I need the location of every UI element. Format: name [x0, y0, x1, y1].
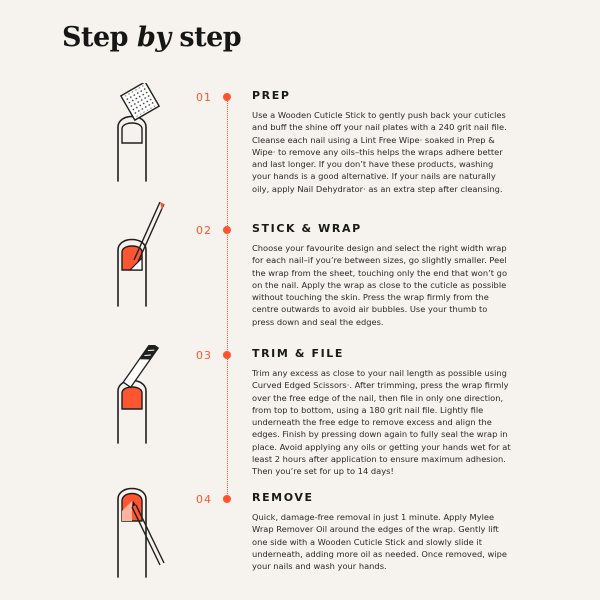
step-number: 04	[196, 493, 212, 506]
step-number: 01	[196, 91, 212, 104]
step-title: PREP	[252, 89, 291, 102]
step-description: Trim any excess as close to your nail length as possible using Curved Edged Scissors·. After trimming, press the wrap firmly over the free edge of the nail, then file in only one direction, from top to bottom, using a 180 grit nail file. Lightly file underneath the free edge to remove excess and align the edges. Finish by pressing down again to fully seal the wrap in place. Avoid applying any oils or getting your hands wet for at least 2 hours after application to ensure maximum adhesion. Then you’re set for up to 14 days!	[252, 368, 511, 477]
step-description: Use a Wooden Cuticle Stick to gently push back your cuticles and buff the shine off your nail plates with a 240 grit nail file. Cleanse each nail using a Lint Free Wipe· soaked in Prep & Wipe· to remove any oils–this helps the wraps adhere better and last longer. If you don’t have these products, washing your hands is a good alternative. If your nails are naturally oily, apply Nail Dehydrator· as an extra step after cleansing.	[252, 110, 507, 194]
step-title: REMOVE	[252, 491, 314, 504]
page-title	[62, 22, 241, 53]
step-title: TRIM & FILE	[252, 347, 344, 360]
nail-trim-file-icon	[100, 345, 180, 445]
step-number: 02	[196, 224, 212, 237]
step-description: Quick, damage-free removal in just 1 minute. Apply Mylee Wrap Remover Oil around the edges of the wrap. Gently lift one side with a Wooden Cuticle Stick and slowly slide it underneath, adding more oil as needed. Once removed, wipe your nails and wash your hands.	[252, 512, 507, 572]
nail-with-file-pad-icon	[100, 83, 180, 183]
timeline-dot	[223, 93, 231, 101]
nail-wrap-apply-icon	[100, 200, 180, 300]
nail-remove-stick-icon	[100, 479, 180, 579]
timeline-dot	[223, 495, 231, 503]
title-word-by: by	[136, 22, 171, 53]
step-number: 03	[196, 349, 212, 362]
step-title: STICK & WRAP	[252, 222, 362, 235]
title-word-step: Step	[62, 22, 129, 53]
timeline-dot	[223, 351, 231, 359]
timeline-dotted-line	[227, 97, 228, 498]
timeline-dot	[223, 226, 231, 234]
title-word-step-2: step	[179, 22, 242, 53]
step-description: Choose your favourite design and select the right width wrap for each nail–if you’re between sizes, go slightly smaller. Peel the wrap from the sheet, touching only the end that won’t go on the nail. Apply the wrap as close to the cuticle as possible without touching the skin. Press the wrap firmly from the centre outwards to avoid air bubbles. Use your thumb to press down and seal the edges.	[252, 243, 508, 327]
